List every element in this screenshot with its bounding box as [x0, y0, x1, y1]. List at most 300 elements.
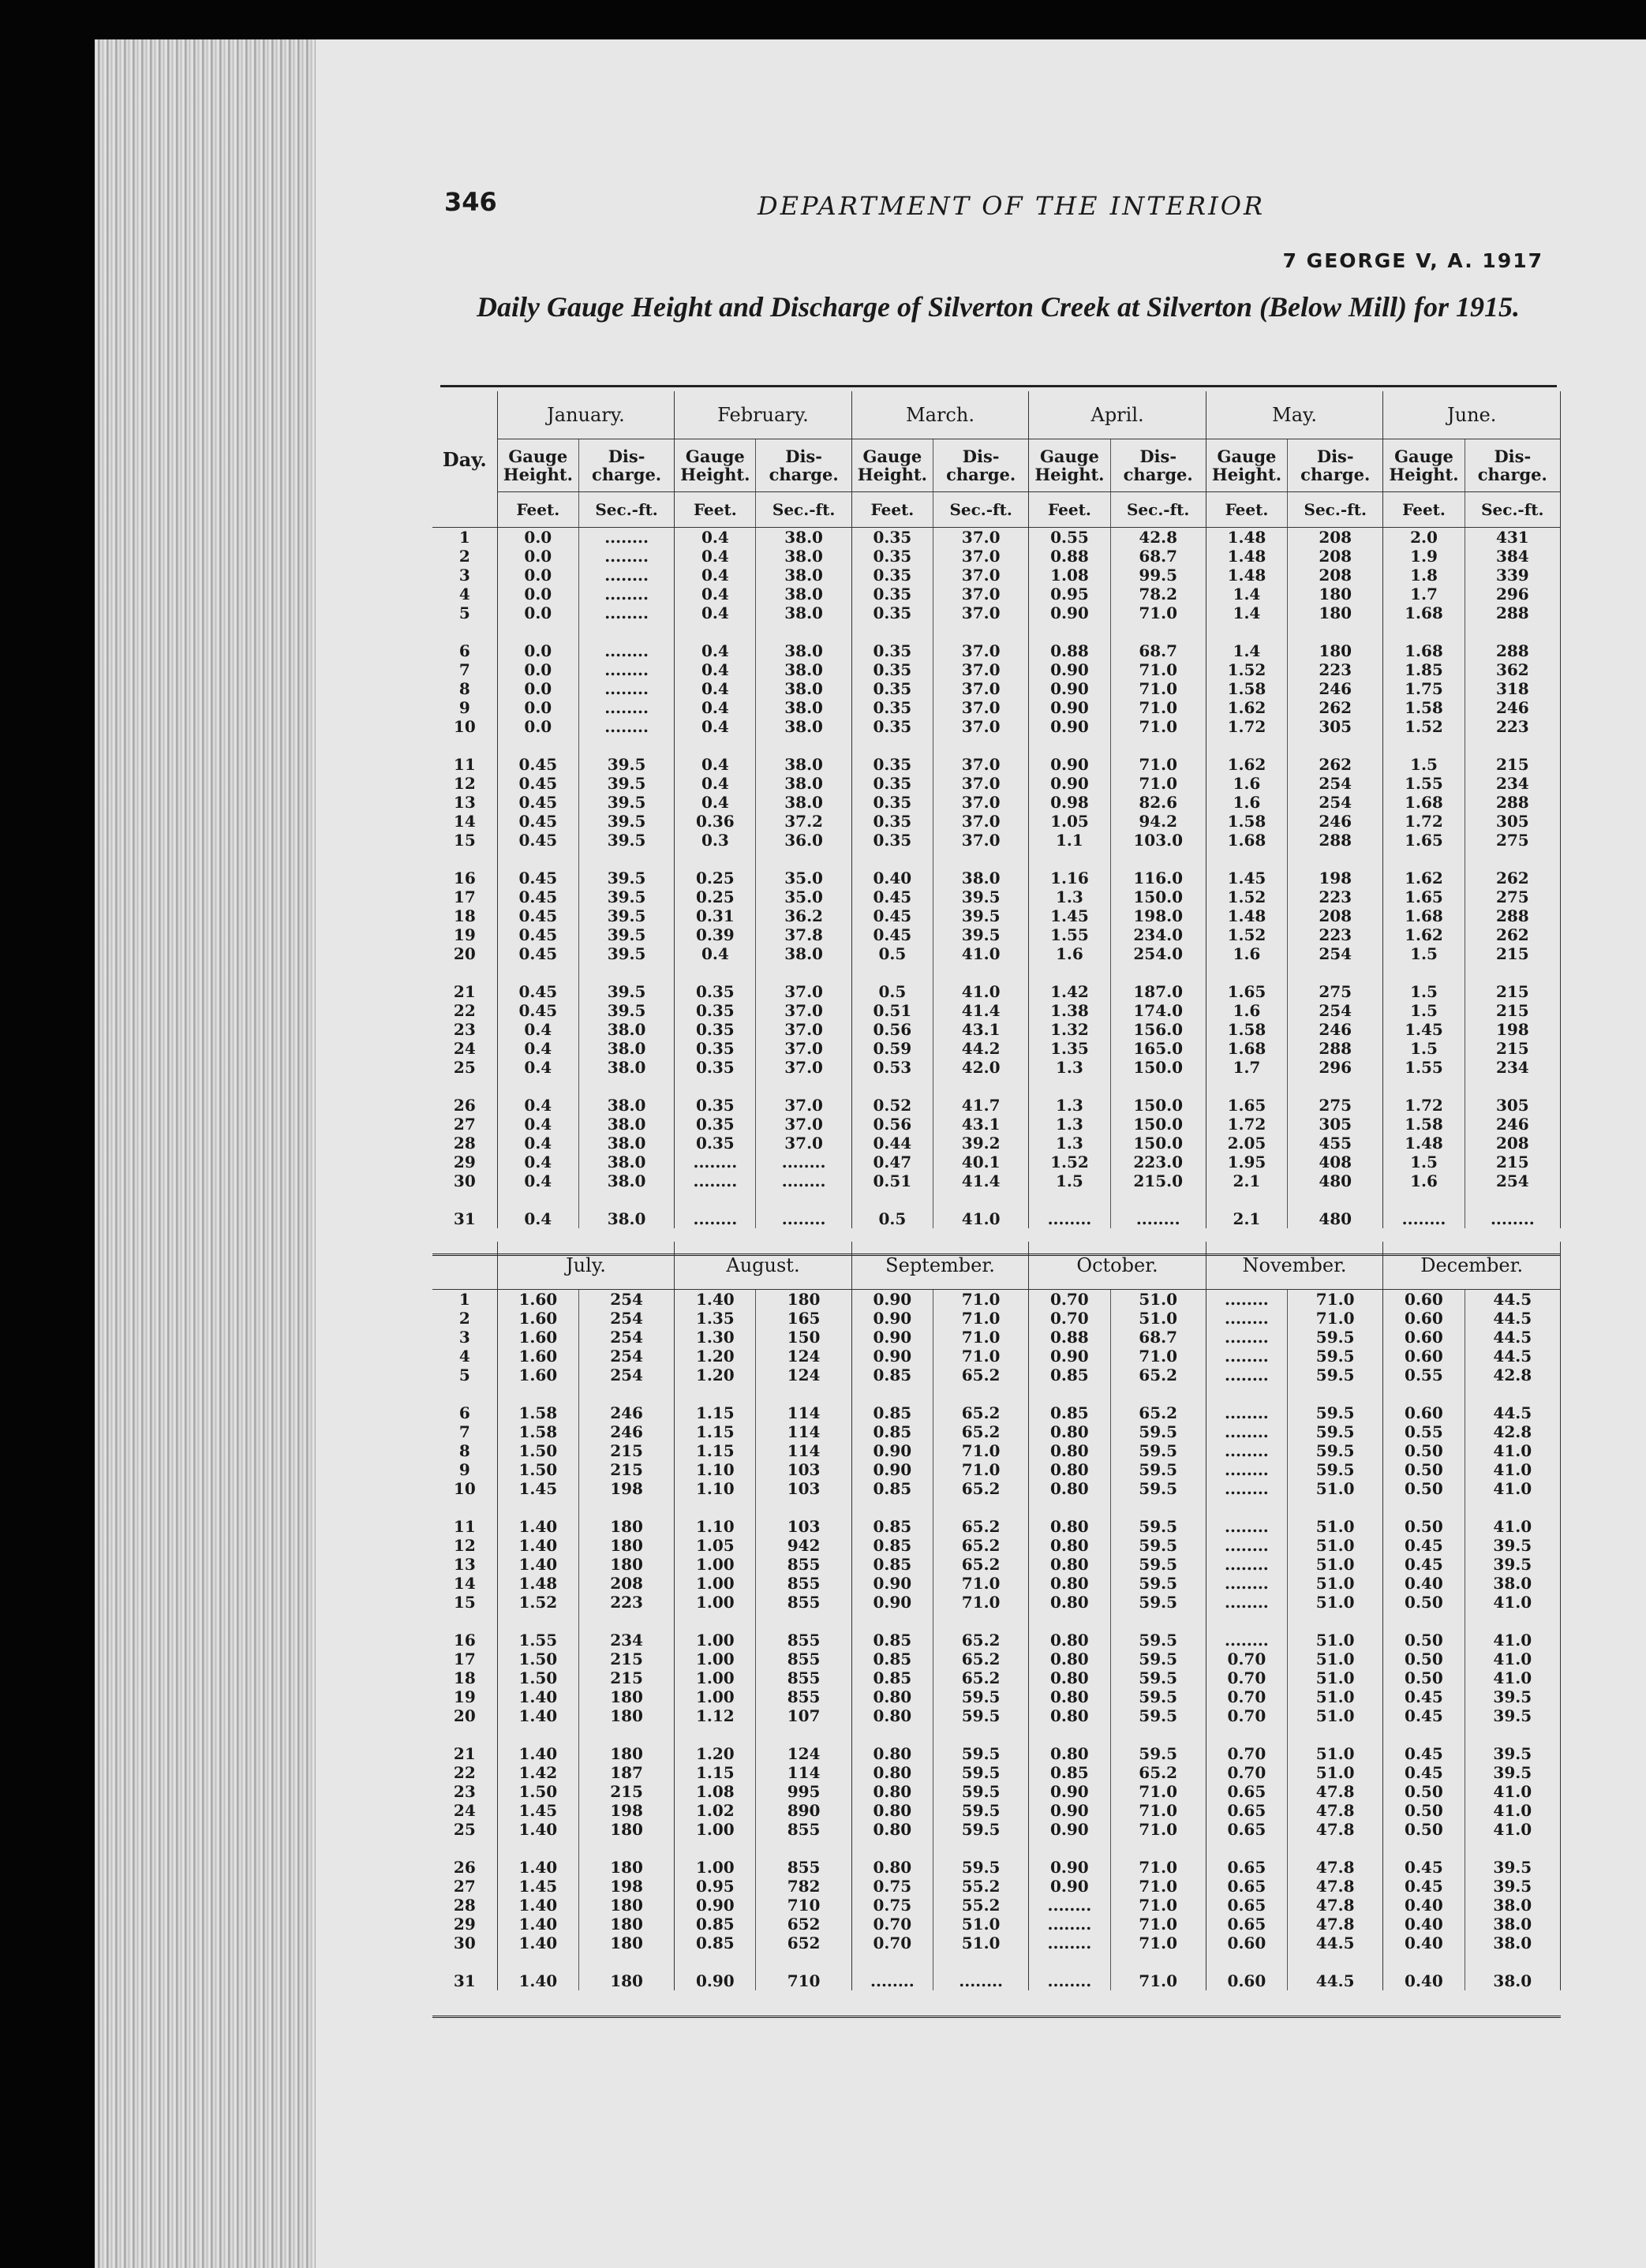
feet-unit: Feet. [497, 492, 578, 528]
table-row [432, 1915, 1561, 1934]
gauge-height-cell: 0.0 [497, 547, 578, 566]
gauge-height-cell: 0.35 [675, 1001, 756, 1020]
table-row [432, 1020, 1561, 1039]
discharge-cell: 215 [1465, 944, 1560, 963]
gauge-height-cell: 0.0 [497, 679, 578, 698]
day-cell: 29 [432, 1915, 497, 1934]
discharge-cell: 114 [756, 1763, 851, 1782]
discharge-cell: 59.5 [1110, 1706, 1206, 1725]
gauge-height-cell: 0.55 [1383, 1422, 1465, 1441]
gauge-height-cell: 0.65 [1206, 1801, 1287, 1820]
discharge-cell: ........ [578, 566, 674, 585]
discharge-cell: 39.5 [578, 925, 674, 944]
gauge-height-cell: 1.62 [1383, 850, 1465, 887]
gauge-height-cell: 1.58 [1206, 1020, 1287, 1039]
gauge-height-cell: 1.35 [675, 1309, 756, 1328]
day-cell: 27 [432, 1877, 497, 1896]
sec-ft-unit: Sec.-ft. [578, 492, 674, 528]
discharge-cell: 165 [756, 1309, 851, 1328]
day-cell: 7 [432, 660, 497, 679]
gauge-height-cell: 1.5 [1383, 944, 1465, 963]
gauge-height-cell: 0.90 [851, 1328, 933, 1347]
discharge-cell: 39.5 [1465, 1839, 1560, 1877]
discharge-cell: 59.5 [933, 1820, 1028, 1839]
gauge-height-cell: 1.48 [1206, 547, 1287, 566]
discharge-cell: 855 [756, 1650, 851, 1668]
gauge-height-cell: ........ [1206, 1498, 1287, 1536]
discharge-cell: 208 [1288, 528, 1383, 547]
discharge-cell: 47.8 [1288, 1896, 1383, 1915]
gauge-height-cell: 0.35 [851, 793, 933, 812]
discharge-cell: 296 [1465, 585, 1560, 603]
discharge-cell: 47.8 [1288, 1877, 1383, 1896]
table-row [432, 622, 1561, 660]
table-row [432, 944, 1561, 963]
discharge-cell: 215 [578, 1782, 674, 1801]
discharge-cell: 51.0 [1288, 1612, 1383, 1650]
month-header: December. [1383, 1242, 1561, 1290]
gauge-height-cell: 1.68 [1383, 906, 1465, 925]
gauge-height-cell: 0.53 [851, 1058, 933, 1077]
discharge-cell: 288 [1465, 603, 1560, 622]
discharge-cell: 41.0 [1465, 1612, 1560, 1650]
gauge-height-cell: 0.80 [1029, 1536, 1110, 1555]
gauge-height-cell: 0.80 [1029, 1441, 1110, 1460]
gauge-height-cell: 0.85 [675, 1934, 756, 1952]
gauge-height-cell: 2.1 [1206, 1171, 1287, 1190]
discharge-cell: 37.0 [933, 660, 1029, 679]
gauge-height-cell: 1.4 [1206, 603, 1287, 622]
day-cell: 27 [432, 1115, 497, 1134]
table-row [432, 1441, 1561, 1460]
gauge-height-cell: 1.40 [497, 1839, 578, 1877]
table-row [432, 1498, 1561, 1536]
gauge-height-header: Gauge Height. [1206, 439, 1287, 492]
table-row [432, 1593, 1561, 1612]
discharge-cell: 38.0 [756, 622, 851, 660]
gauge-height-cell: 0.4 [497, 1058, 578, 1077]
gauge-height-cell: 0.56 [851, 1020, 933, 1039]
gauge-height-cell: 0.45 [1383, 1687, 1465, 1706]
table-row [432, 585, 1561, 603]
discharge-cell: 41.0 [1465, 1650, 1560, 1668]
discharge-cell: 305 [1465, 1077, 1560, 1115]
table-row [432, 1668, 1561, 1687]
gauge-height-cell: 0.4 [675, 660, 756, 679]
discharge-cell: 71.0 [1110, 1839, 1206, 1877]
discharge-cell: 36.2 [756, 906, 851, 925]
gauge-height-cell: 1.10 [675, 1479, 756, 1498]
discharge-cell: 39.5 [933, 887, 1029, 906]
gauge-height-cell: 1.55 [1029, 925, 1110, 944]
gauge-height-cell: 0.35 [851, 660, 933, 679]
gauge-height-cell: 1.00 [675, 1593, 756, 1612]
discharge-cell: 59.5 [1110, 1479, 1206, 1498]
gauge-height-cell: 0.80 [851, 1839, 933, 1877]
discharge-cell: 38.0 [756, 528, 851, 547]
gauge-height-cell: 1.5 [1029, 1171, 1110, 1190]
discharge-cell: 38.0 [756, 944, 851, 963]
gauge-height-cell: 1.68 [1383, 793, 1465, 812]
day-cell: 16 [432, 850, 497, 887]
gauge-height-cell: 1.62 [1383, 925, 1465, 944]
day-cell: 24 [432, 1039, 497, 1058]
gauge-height-cell: 1.00 [675, 1820, 756, 1839]
gauge-height-cell: 0.70 [1206, 1687, 1287, 1706]
discharge-cell: 71.0 [933, 1347, 1028, 1366]
gauge-height-cell: 1.6 [1029, 944, 1110, 963]
gauge-height-cell: 1.72 [1383, 812, 1465, 831]
table-row [432, 1612, 1561, 1650]
gauge-height-cell: 1.00 [675, 1839, 756, 1877]
discharge-cell: 41.0 [1465, 1820, 1560, 1839]
discharge-cell: 38.0 [756, 585, 851, 603]
discharge-cell: 38.0 [578, 1190, 674, 1228]
gauge-height-cell: 0.85 [851, 1498, 933, 1536]
day-cell: 10 [432, 717, 497, 736]
gauge-height-cell: 0.0 [497, 528, 578, 547]
discharge-cell: 51.0 [1288, 1725, 1383, 1763]
gauge-height-cell: 1.6 [1383, 1171, 1465, 1190]
discharge-cell: ........ [578, 679, 674, 698]
gauge-height-cell: 1.58 [497, 1422, 578, 1441]
discharge-cell: 262 [1288, 736, 1383, 774]
table-row [432, 1115, 1561, 1134]
gauge-height-cell: 1.60 [497, 1347, 578, 1366]
gauge-height-cell: 1.40 [497, 1820, 578, 1839]
discharge-cell: 246 [1288, 1020, 1383, 1039]
gauge-height-cell: 1.40 [497, 1687, 578, 1706]
gauge-height-cell: 0.50 [1383, 1782, 1465, 1801]
discharge-cell: 59.5 [933, 1801, 1028, 1820]
discharge-cell: 198.0 [1110, 906, 1206, 925]
discharge-cell: 65.2 [933, 1498, 1028, 1536]
day-cell: 8 [432, 1441, 497, 1460]
discharge-cell: 59.5 [1110, 1536, 1206, 1555]
discharge-cell: ........ [1465, 1190, 1560, 1228]
discharge-cell: 51.0 [1288, 1555, 1383, 1574]
discharge-cell: 215 [578, 1441, 674, 1460]
gauge-height-cell: 1.00 [675, 1650, 756, 1668]
discharge-cell: 37.0 [933, 603, 1029, 622]
day-cell: 20 [432, 1706, 497, 1725]
gauge-height-cell: ........ [1029, 1190, 1110, 1228]
gauge-height-cell: ........ [1029, 1915, 1110, 1934]
gauge-height-cell: 0.50 [1383, 1801, 1465, 1820]
gauge-height-cell: 0.4 [675, 944, 756, 963]
gauge-height-cell: 0.95 [1029, 585, 1110, 603]
gauge-height-cell: 1.65 [1206, 1077, 1287, 1115]
discharge-cell: 180 [578, 1687, 674, 1706]
gauge-height-cell: 0.4 [675, 547, 756, 566]
gauge-height-cell: 1.45 [1206, 850, 1287, 887]
gauge-height-cell: ........ [1206, 1347, 1287, 1366]
discharge-cell: 262 [1465, 850, 1560, 887]
discharge-cell: 38.0 [756, 566, 851, 585]
discharge-cell: 40.1 [933, 1153, 1029, 1171]
gauge-height-cell: 0.35 [851, 528, 933, 547]
discharge-cell: 65.2 [933, 1536, 1028, 1555]
gauge-height-cell: 1.60 [497, 1328, 578, 1347]
gauge-height-cell: 0.40 [851, 850, 933, 887]
gauge-height-header: Gauge Height. [1383, 439, 1465, 492]
discharge-cell: 68.7 [1110, 547, 1206, 566]
gauge-height-cell: 1.32 [1029, 1020, 1110, 1039]
day-cell: 28 [432, 1134, 497, 1153]
gauge-height-cell: 0.90 [851, 1441, 933, 1460]
table-row [432, 1077, 1561, 1115]
gauge-height-cell: 0.35 [851, 679, 933, 698]
discharge-cell: 65.2 [933, 1422, 1028, 1441]
discharge-cell: 41.0 [1465, 1460, 1560, 1479]
discharge-cell: 59.5 [1110, 1555, 1206, 1574]
discharge-header: Dis-charge. [933, 439, 1029, 492]
table-row [432, 1952, 1561, 1990]
discharge-cell: 114 [756, 1422, 851, 1441]
gauge-height-cell: 0.5 [851, 963, 933, 1001]
discharge-cell: 150.0 [1110, 1058, 1206, 1077]
table-row [432, 831, 1561, 850]
gauge-height-cell: 1.3 [1029, 1077, 1110, 1115]
discharge-cell: 71.0 [1110, 698, 1206, 717]
gauge-height-cell: 0.90 [1029, 1347, 1110, 1366]
discharge-cell: 55.2 [933, 1877, 1028, 1896]
discharge-cell: 890 [756, 1801, 851, 1820]
discharge-cell: 39.5 [578, 1001, 674, 1020]
discharge-cell: 51.0 [1110, 1309, 1206, 1328]
gauge-height-cell: 0.52 [851, 1077, 933, 1115]
discharge-cell: 37.0 [933, 585, 1029, 603]
day-cell: 17 [432, 887, 497, 906]
gauge-height-cell: 0.80 [1029, 1460, 1110, 1479]
discharge-cell: 855 [756, 1687, 851, 1706]
discharge-cell: 254 [578, 1366, 674, 1384]
discharge-cell: 39.5 [1465, 1687, 1560, 1706]
gauge-height-cell: 1.68 [1206, 1039, 1287, 1058]
gauge-height-cell: 1.48 [1206, 566, 1287, 585]
day-cell: 11 [432, 1498, 497, 1536]
discharge-cell: 71.0 [1110, 736, 1206, 774]
month-header: February. [675, 391, 852, 439]
discharge-cell: 39.5 [578, 812, 674, 831]
gauge-height-cell: 1.00 [675, 1574, 756, 1593]
discharge-cell: 59.5 [1288, 1460, 1383, 1479]
day-header [432, 1242, 497, 1290]
discharge-header: Dis-charge. [1110, 439, 1206, 492]
discharge-cell: 288 [1465, 622, 1560, 660]
discharge-cell: 41.0 [1465, 1593, 1560, 1612]
discharge-cell: 39.5 [578, 736, 674, 774]
gauge-height-cell: 1.40 [497, 1725, 578, 1763]
discharge-cell: 59.5 [933, 1839, 1028, 1877]
gauge-height-header: Gauge Height. [1029, 439, 1110, 492]
gauge-height-cell: 1.20 [675, 1366, 756, 1384]
discharge-cell: 71.0 [1110, 1782, 1206, 1801]
gauge-height-cell: 0.4 [675, 528, 756, 547]
discharge-cell: 71.0 [1288, 1309, 1383, 1328]
discharge-cell: 65.2 [933, 1366, 1028, 1384]
discharge-cell: 431 [1465, 528, 1560, 547]
discharge-cell: 78.2 [1110, 585, 1206, 603]
table-row [432, 793, 1561, 812]
gauge-height-cell: 0.85 [851, 1668, 933, 1687]
feet-unit: Feet. [1383, 492, 1465, 528]
gauge-height-cell: 1.40 [497, 1934, 578, 1952]
day-cell: 18 [432, 1668, 497, 1687]
gauge-height-cell: ........ [1206, 1384, 1287, 1422]
gauge-height-cell: 1.40 [497, 1536, 578, 1555]
gauge-height-cell: 0.45 [497, 925, 578, 944]
table-row [432, 1934, 1561, 1952]
discharge-cell: 44.5 [1465, 1328, 1560, 1347]
gauge-height-cell: 1.50 [497, 1650, 578, 1668]
table-row [432, 1347, 1561, 1366]
gauge-height-cell: ........ [1029, 1896, 1110, 1915]
discharge-cell: 652 [756, 1915, 851, 1934]
gauge-height-cell: ........ [1206, 1309, 1287, 1328]
gauge-height-cell: 1.62 [1206, 698, 1287, 717]
month-header: April. [1029, 391, 1206, 439]
table-row [432, 736, 1561, 774]
day-cell: 31 [432, 1190, 497, 1228]
gauge-height-cell: 1.95 [1206, 1153, 1287, 1171]
table-row [432, 1153, 1561, 1171]
discharge-cell: 180 [1288, 622, 1383, 660]
discharge-cell: 94.2 [1110, 812, 1206, 831]
table-row [432, 679, 1561, 698]
gauge-height-cell: ........ [1206, 1422, 1287, 1441]
discharge-cell: 35.0 [756, 850, 851, 887]
discharge-cell: 71.0 [933, 1593, 1028, 1612]
gauge-height-cell: 0.40 [1383, 1574, 1465, 1593]
gauge-height-cell: 0.80 [851, 1782, 933, 1801]
day-cell: 3 [432, 566, 497, 585]
gauge-height-cell: 0.75 [851, 1877, 933, 1896]
gauge-height-cell: 1.65 [1383, 831, 1465, 850]
discharge-cell: 71.0 [1110, 1896, 1206, 1915]
discharge-cell: 47.8 [1288, 1801, 1383, 1820]
discharge-cell: 187.0 [1110, 963, 1206, 1001]
gauge-height-cell: 1.58 [1206, 679, 1287, 698]
page-title: Daily Gauge Height and Discharge of Silverton Creek at Silverton (Below Mill) for 1915. [477, 291, 1520, 323]
discharge-cell: 305 [1465, 812, 1560, 831]
discharge-cell: 288 [1465, 793, 1560, 812]
gauge-height-cell: 1.52 [1383, 717, 1465, 736]
gauge-height-cell: ........ [1206, 1574, 1287, 1593]
discharge-cell: 275 [1288, 963, 1383, 1001]
discharge-cell: 114 [756, 1384, 851, 1422]
gauge-height-cell: 0.70 [1029, 1309, 1110, 1328]
discharge-cell: 59.5 [1110, 1687, 1206, 1706]
discharge-cell: 59.5 [1110, 1650, 1206, 1668]
gauge-height-cell: 1.52 [497, 1593, 578, 1612]
discharge-cell: 855 [756, 1574, 851, 1593]
discharge-cell: 51.0 [1110, 1290, 1206, 1310]
day-cell: 21 [432, 1725, 497, 1763]
discharge-header: Dis-charge. [578, 439, 674, 492]
running-head: DEPARTMENT OF THE INTERIOR [758, 191, 1266, 221]
discharge-cell: 59.5 [1110, 1725, 1206, 1763]
discharge-cell: 150.0 [1110, 1134, 1206, 1153]
discharge-cell: 215 [1465, 1039, 1560, 1058]
discharge-cell: 44.5 [1465, 1384, 1560, 1422]
discharge-cell: 41.0 [1465, 1782, 1560, 1801]
discharge-cell: 275 [1465, 887, 1560, 906]
sec-ft-unit: Sec.-ft. [1288, 492, 1383, 528]
day-cell: 13 [432, 793, 497, 812]
discharge-cell: ........ [578, 660, 674, 679]
gauge-height-cell: 0.60 [1206, 1952, 1287, 1990]
gauge-height-cell: 0.35 [851, 622, 933, 660]
discharge-cell: 37.0 [756, 1134, 851, 1153]
day-cell: 4 [432, 1347, 497, 1366]
gauge-height-cell: 0.56 [851, 1115, 933, 1134]
gauge-height-cell: 0.50 [1383, 1612, 1465, 1650]
gauge-height-cell: 1.40 [497, 1498, 578, 1536]
gauge-height-cell: 0.90 [851, 1290, 933, 1310]
day-cell: 24 [432, 1801, 497, 1820]
table-row [432, 1134, 1561, 1153]
discharge-cell: 37.0 [933, 812, 1029, 831]
gauge-height-cell: 1.1 [1029, 831, 1110, 850]
day-cell: 7 [432, 1422, 497, 1441]
discharge-cell: 156.0 [1110, 1020, 1206, 1039]
gauge-height-cell: 0.35 [851, 585, 933, 603]
gauge-height-cell: 1.05 [1029, 812, 1110, 831]
discharge-cell: ........ [578, 528, 674, 547]
gauge-height-cell: 0.35 [851, 698, 933, 717]
discharge-cell: 39.5 [578, 850, 674, 887]
gauge-height-cell: 0.25 [675, 887, 756, 906]
discharge-cell: ........ [578, 603, 674, 622]
discharge-cell: ........ [756, 1190, 851, 1228]
gauge-height-cell: 0.39 [675, 925, 756, 944]
discharge-cell: 71.0 [933, 1574, 1028, 1593]
discharge-cell: 180 [578, 1536, 674, 1555]
discharge-cell: 198 [1465, 1020, 1560, 1039]
gauge-height-cell: 0.45 [1383, 1555, 1465, 1574]
gauge-height-cell: 1.62 [1206, 736, 1287, 774]
discharge-cell: 710 [756, 1952, 851, 1990]
gauge-height-cell: 0.40 [1383, 1952, 1465, 1990]
discharge-cell: 339 [1465, 566, 1560, 585]
discharge-cell: 124 [756, 1366, 851, 1384]
discharge-cell: 59.5 [1288, 1422, 1383, 1441]
gauge-height-cell: 0.51 [851, 1001, 933, 1020]
discharge-cell: 223 [1465, 717, 1560, 736]
gauge-height-cell: 1.5 [1383, 963, 1465, 1001]
gauge-height-cell: ........ [1029, 1952, 1110, 1990]
discharge-cell: 408 [1288, 1153, 1383, 1171]
gauge-height-cell: 0.95 [675, 1877, 756, 1896]
day-cell: 19 [432, 925, 497, 944]
gauge-height-cell: 0.51 [851, 1171, 933, 1190]
gauge-height-cell: 1.00 [675, 1612, 756, 1650]
month-header: October. [1029, 1242, 1206, 1290]
gauge-height-cell: 1.00 [675, 1687, 756, 1706]
discharge-cell: 254 [1288, 793, 1383, 812]
gauge-height-cell: 0.85 [675, 1915, 756, 1934]
discharge-cell: 150 [756, 1328, 851, 1347]
table-row [432, 1422, 1561, 1441]
discharge-cell: 38.0 [1465, 1915, 1560, 1934]
session-label: 7 GEORGE V, A. 1917 [1282, 249, 1543, 272]
gauge-height-cell: 0.90 [1029, 717, 1110, 736]
gauge-height-cell: 0.88 [1029, 622, 1110, 660]
discharge-cell: 223 [1288, 660, 1383, 679]
gauge-height-cell: 0.60 [1383, 1290, 1465, 1310]
table-row [432, 850, 1561, 887]
